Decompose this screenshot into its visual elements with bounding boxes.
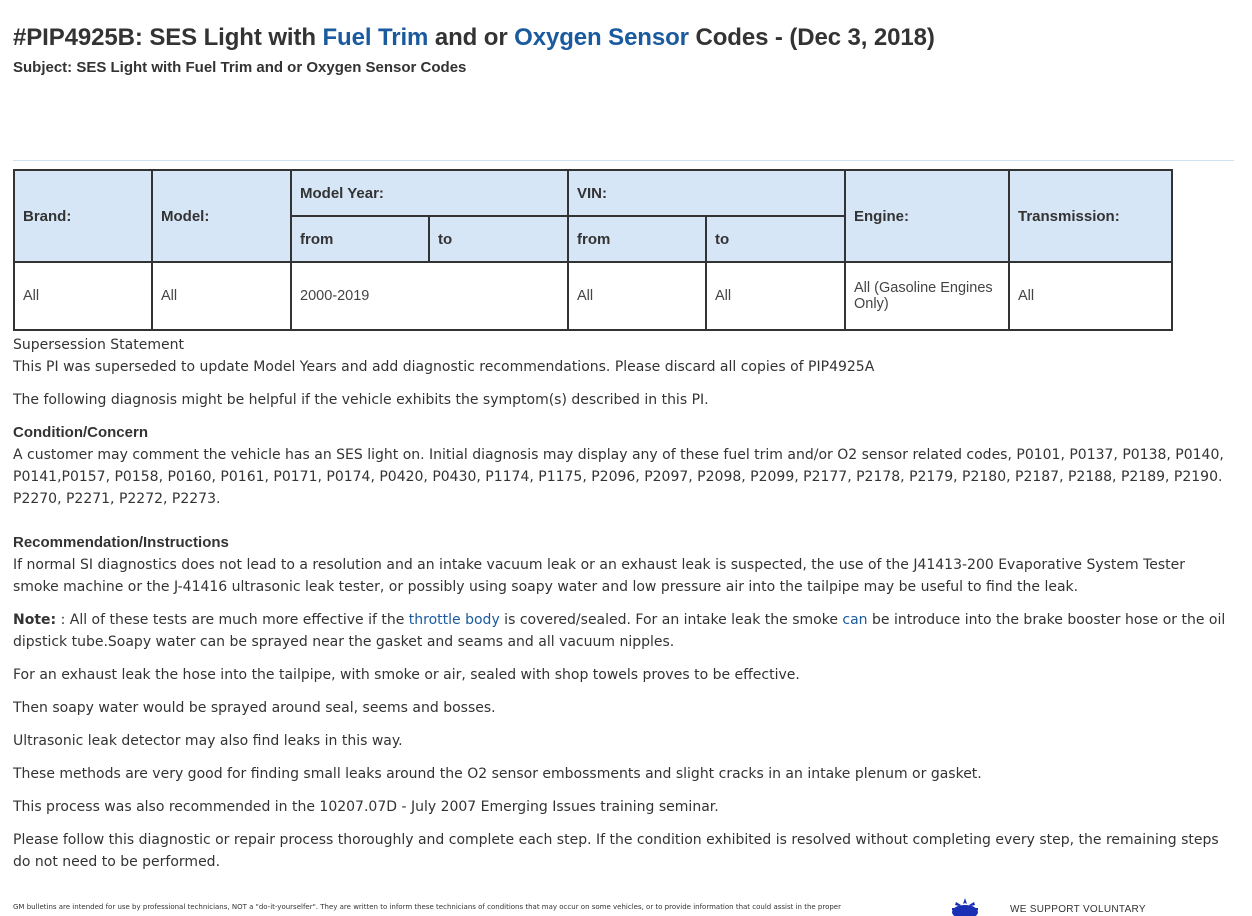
note-paragraph	[13, 609, 1235, 653]
cell-vin-from: All	[568, 262, 706, 330]
cell-vin-to: All	[706, 262, 845, 330]
header-model-year-to: to	[429, 216, 568, 262]
header-vin: VIN:	[568, 170, 845, 216]
cell-model-year: 2000-2019	[291, 262, 568, 330]
cell-transmission: All	[1009, 262, 1172, 330]
recommendation-text: If normal SI diagnostics does not lead to a resolution and an intake vacuum leak or an exhaust leak is suspected, the use of the J41413-200 Evaporative System Tester smoke machine or the J-41416 ultrasonic leak tester, or possibly using soapy water and low pressure air into the tailpipe may be useful to find the leak.	[13, 557, 1186, 595]
header-model-year: Model Year:	[291, 170, 568, 216]
paragraph-soapy-water: Then soapy water would be sprayed around seal, seems and bosses.	[13, 700, 496, 716]
condition-text: A customer may comment the vehicle has an SES light on. Initial diagnosis may display any of these fuel trim and/or O2 sensor related codes, P0101, P0137, P0138, P0140, P0141,P0157, P0158, P0160, P0161, P0171, P0174, P0420, P0430, P1174, P1175, P2096, P2097, P2098, P2099, P2177, P2178, P2179, P2180, P2187, P2188, P2189, P2190. P2270, P2271, P2272, P2273.	[13, 447, 1224, 507]
throttle-body-link[interactable]: throttle body	[408, 612, 500, 628]
note-label: Note:	[13, 612, 57, 628]
header-brand: Brand:	[14, 170, 152, 262]
header-model: Model:	[152, 170, 291, 262]
supersession-text: This PI was superseded to update Model Years and add diagnostic recommendations. Please discard all copies of PIP4925A	[13, 359, 875, 375]
supersession-heading: Supersession Statement	[13, 337, 184, 353]
paragraph-ultrasonic: Ultrasonic leak detector may also find leaks in this way.	[13, 733, 403, 749]
note-part2: is covered/sealed. For an intake leak the smoke	[499, 612, 843, 628]
header-engine: Engine:	[845, 170, 1009, 262]
page-title	[13, 24, 935, 52]
vehicle-applicability-table	[13, 169, 1173, 331]
title-mid: and or	[428, 24, 515, 51]
bulletin-body	[13, 334, 1235, 884]
cell-brand: All	[14, 262, 152, 330]
cell-engine: All (Gasoline Engines Only)	[845, 262, 1009, 330]
condition-heading: Condition/Concern	[13, 424, 148, 441]
can-link[interactable]: can	[842, 612, 868, 628]
header-transmission: Transmission:	[1009, 170, 1172, 262]
subject-line: Subject: SES Light with Fuel Trim and or Oxygen Sensor Codes	[13, 59, 467, 76]
note-part1: : All of these tests are much more effective if the	[56, 612, 409, 628]
fuel-trim-link[interactable]: Fuel Trim	[322, 24, 429, 51]
cell-model: All	[152, 262, 291, 330]
header-vin-to: to	[706, 216, 845, 262]
intro-text: The following diagnosis might be helpful if the vehicle exhibits the symptom(s) described in this PI.	[13, 392, 709, 408]
note-part3: be introduce into the brake booster hose or the oil dipstick tube.Soapy water can be sprayed near the gasket and seams and all vacuum nipples.	[13, 612, 1226, 650]
paragraph-exhaust: For an exhaust leak the hose into the tailpipe, with smoke or air, sealed with shop towels proves to be effective.	[13, 667, 800, 683]
table-row	[14, 262, 1172, 330]
recommendation-heading: Recommendation/Instructions	[13, 534, 229, 551]
paragraph-follow-process: Please follow this diagnostic or repair process thoroughly and complete each step. If the condition exhibited is resolved without completing every step, the remaining steps do not need to be performed.	[13, 832, 1219, 870]
paragraph-methods: These methods are very good for finding small leaks around the O2 sensor embossments and slight cracks in an intake plenum or gasket.	[13, 766, 982, 782]
title-suffix: Codes - (Dec 3, 2018)	[688, 24, 935, 51]
paragraph-seminar: This process was also recommended in the 10207.07D - July 2007 Emerging Issues training seminar.	[13, 799, 719, 815]
support-text: WE SUPPORT VOLUNTARY	[1010, 904, 1146, 915]
header-model-year-from: from	[291, 216, 429, 262]
footer-disclaimer: GM bulletins are intended for use by professional technicians, NOT a "do-it-yourselfer". They are written to inform these technicians of conditions that may occur on some vehicles, or to provide information that could assist in the proper	[13, 903, 841, 911]
header-vin-from: from	[568, 216, 706, 262]
divider	[13, 160, 1234, 161]
gm-logo-icon	[946, 894, 984, 916]
title-prefix: #PIP4925B: SES Light with	[13, 24, 323, 51]
oxygen-sensor-link[interactable]: Oxygen Sensor	[514, 24, 689, 51]
